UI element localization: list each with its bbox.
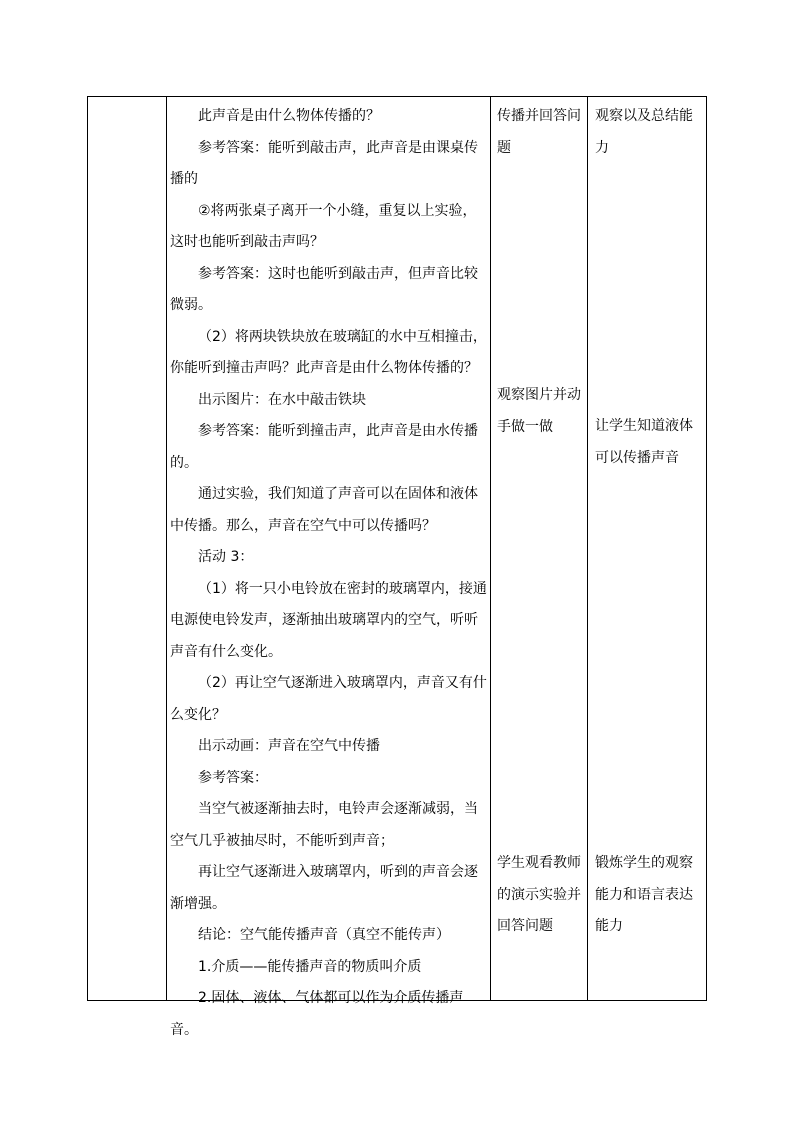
design-intent-text: 观察以及总结能力 <box>595 108 693 156</box>
content-paragraph: （1）将一只小电铃放在密封的玻璃罩内，接通电源使电铃发声，逐渐抽出玻璃罩内的空气，听听声音有什么变化。 <box>170 580 487 660</box>
teaching-content-column <box>170 101 490 1046</box>
student-activity-text: 学生观看教师的演示实验并回答问题 <box>497 855 581 934</box>
content-paragraph: 此声音是由什么物体传播的？ <box>198 108 380 124</box>
content-paragraph: 通过实验，我们知道了声音可以在固体和液体中传播。那么，声音在空气中可以传播吗？ <box>170 486 478 534</box>
content-paragraph: 活动 3： <box>198 549 254 565</box>
content-paragraph: 结论：空气能传播声音（真空不能传声） <box>198 927 450 943</box>
content-paragraph: （2）将两块铁块放在玻璃缸的水中互相撞击，你能听到撞击声吗？此声音是由什么物体传播的？ <box>170 328 487 376</box>
student-activity-text: 观察图片并动手做一做 <box>497 387 581 435</box>
student-activity-text: 传播并回答问题 <box>497 108 581 156</box>
design-intent-text: 锻炼学生的观察能力和语言表达能力 <box>595 855 693 934</box>
column-divider <box>166 97 167 1000</box>
content-paragraph: （2）再让空气逐渐进入玻璃罩内，声音又有什么变化？ <box>170 675 487 723</box>
content-paragraph: 出示图片：在水中敲击铁块 <box>198 391 366 408</box>
content-paragraph: 2.固体、液体、气体都可以作为介质传播声音。 <box>170 990 464 1038</box>
content-paragraph: ②将两张桌子离开一个小缝，重复以上实验，这时也能听到敲击声吗？ <box>170 202 477 250</box>
content-paragraph: 参考答案：能听到撞击声，此声音是由水传播的。 <box>170 423 478 471</box>
design-intent-text: 让学生知道液体可以传播声音 <box>595 418 693 466</box>
content-paragraph: 再让空气逐渐进入玻璃罩内，听到的声音会逐渐增强。 <box>170 864 478 912</box>
content-paragraph: 1.介质——能传播声音的物质叫介质 <box>198 958 422 975</box>
column-divider <box>587 97 588 1000</box>
lesson-table <box>87 96 707 1038</box>
content-paragraph: 参考答案： <box>198 769 268 786</box>
column-divider <box>490 97 491 1000</box>
content-paragraph: 参考答案：能听到敲击声，此声音是由课桌传播的 <box>170 139 478 187</box>
content-paragraph: 当空气被逐渐抽去时，电铃声会逐渐减弱，当空气几乎被抽尽时，不能听到声音； <box>170 801 478 849</box>
content-paragraph: 出示动画：声音在空气中传播 <box>198 738 380 754</box>
content-paragraph: 参考答案：这时也能听到敲击声，但声音比较微弱。 <box>170 265 478 313</box>
